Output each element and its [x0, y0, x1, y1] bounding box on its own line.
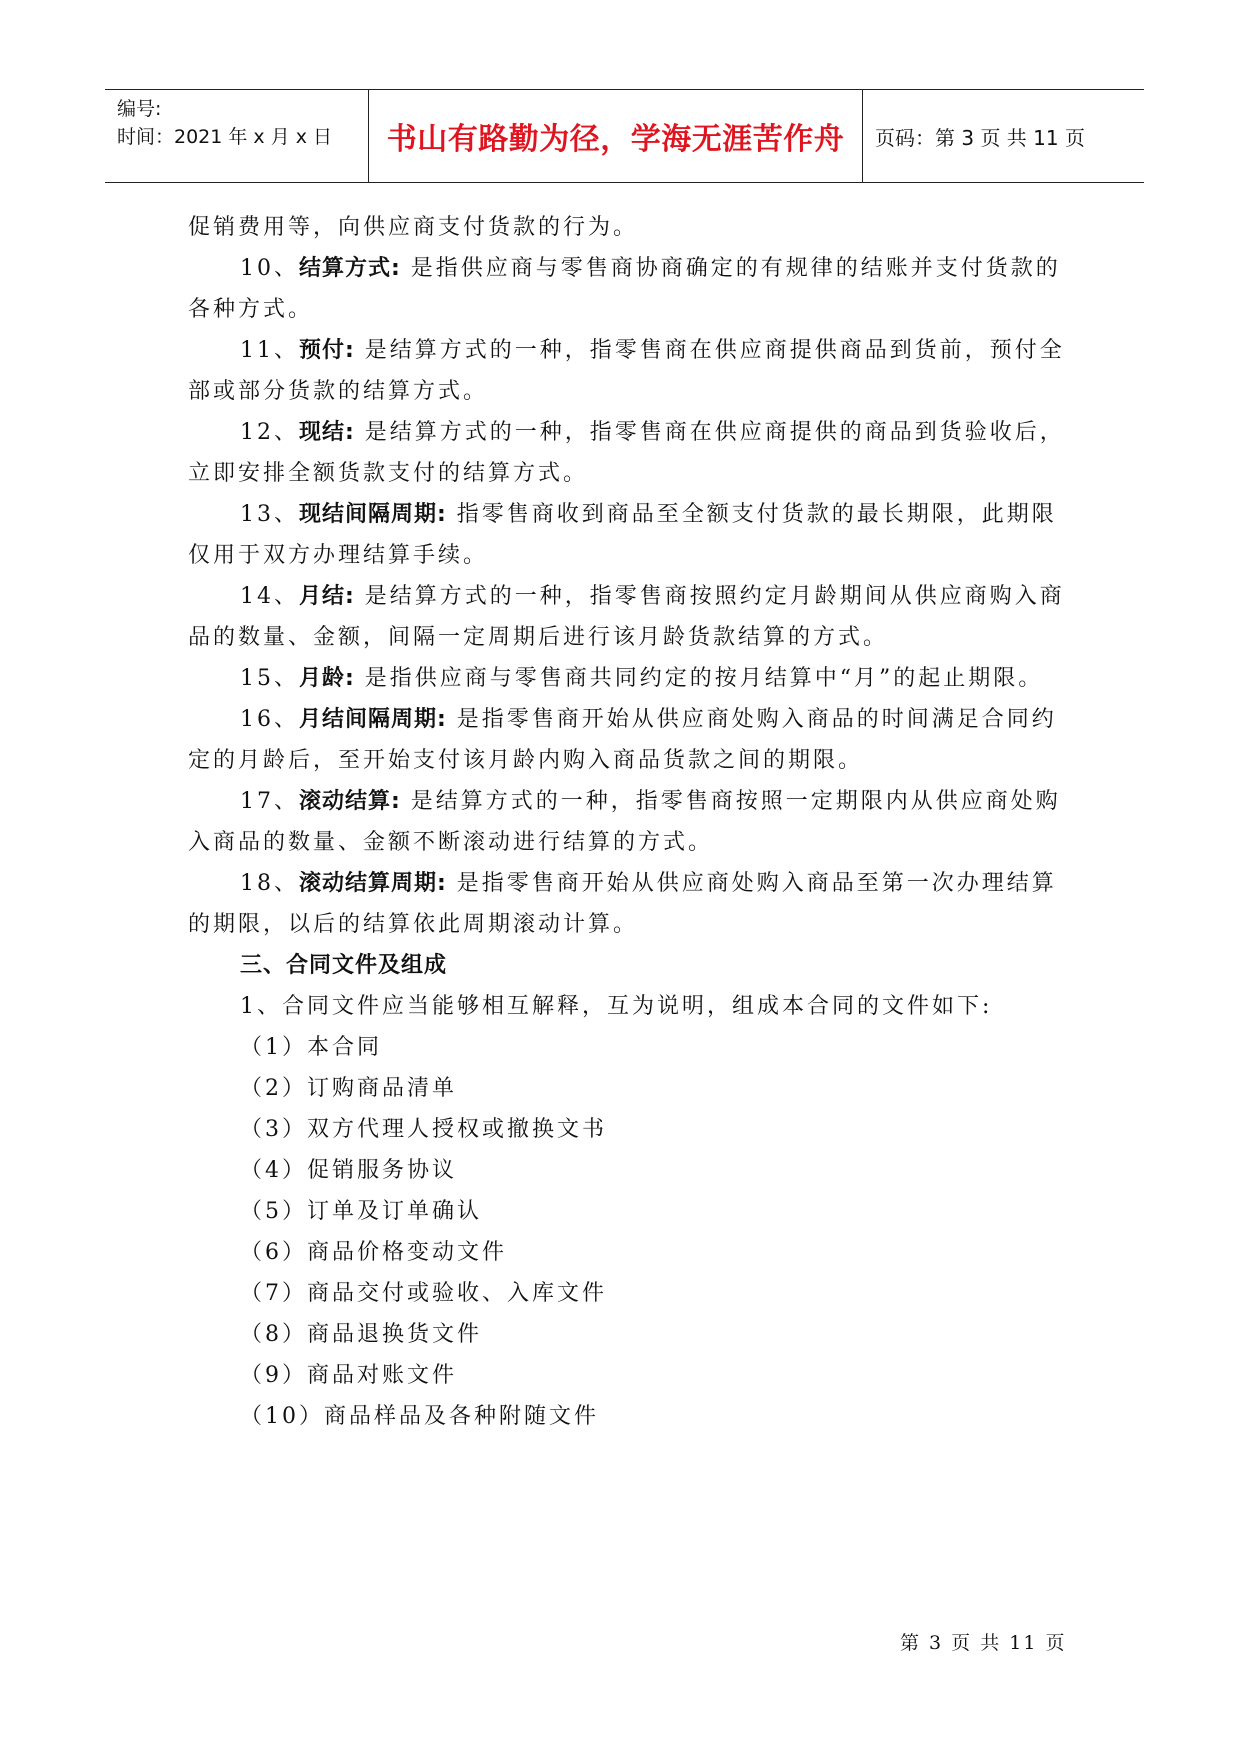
- section-heading: 三、合同文件及组成: [240, 953, 448, 978]
- paragraph-line: 促销费用等，向供应商支付货款的行为。: [188, 215, 639, 240]
- list-item: （10）商品样品及各种附随文件: [240, 1404, 599, 1429]
- term: 月龄:: [299, 666, 355, 691]
- term: 滚动结算:: [299, 789, 401, 814]
- paragraph-13: 13、现结间隔周期: 指零售商收到商品至全额支付货款的最长期限，此期限: [240, 502, 1057, 527]
- list-item: （8）商品退换货文件: [240, 1322, 482, 1347]
- list-item: （9）商品对账文件: [240, 1363, 457, 1388]
- paragraph-line: 的期限，以后的结算依此周期滚动计算。: [188, 912, 639, 937]
- term: 结算方式:: [299, 256, 401, 281]
- paragraph-line: 各种方式。: [188, 297, 314, 322]
- header-page-cell: [863, 90, 1144, 182]
- term: 现结:: [299, 420, 355, 445]
- paragraph-line: 入商品的数量、金额不断滚动进行结算的方式。: [188, 830, 714, 855]
- paragraph-14: 14、月结: 是结算方式的一种，指零售商按照约定月龄期间从供应商购入商: [240, 584, 1065, 609]
- paragraph-line: 立即安排全额货款支付的结算方式。: [188, 461, 589, 486]
- list-item: （6）商品价格变动文件: [240, 1240, 507, 1265]
- list-item: （5）订单及订单确认: [240, 1199, 482, 1224]
- term: 现结间隔周期:: [299, 502, 447, 527]
- paragraph-18: 18、滚动结算周期: 是指零售商开始从供应商处购入商品至第一次办理结算: [240, 871, 1057, 896]
- serial-label: 编号:: [117, 98, 162, 120]
- paragraph-line: 部或部分货款的结算方式。: [188, 379, 489, 404]
- page-header: [105, 89, 1144, 183]
- time-label: 时间：2021 年 x 月 x 日: [117, 126, 333, 148]
- paragraph-10: 10、结算方式: 是指供应商与零售商协商确定的有规律的结账并支付货款的: [240, 256, 1061, 281]
- list-item: （3）双方代理人授权或撤换文书: [240, 1117, 607, 1142]
- list-item: （7）商品交付或验收、入库文件: [240, 1281, 607, 1306]
- paragraph-16: 16、月结间隔周期: 是指零售商开始从供应商处购入商品的时间满足合同约: [240, 707, 1057, 732]
- paragraph-15: 15、月龄: 是指供应商与零售商共同约定的按月结算中“月”的起止期限。: [240, 666, 1044, 691]
- term: 滚动结算周期:: [299, 871, 447, 896]
- list-item: （1）本合同: [240, 1035, 382, 1060]
- paragraph-11: 11、预付: 是结算方式的一种，指零售商在供应商提供商品到货前，预付全: [240, 338, 1065, 363]
- page-footer: 第 3 页 共 11 页: [900, 1632, 1067, 1654]
- header-meta: [105, 90, 369, 182]
- paragraph-line: 品的数量、金额，间隔一定周期后进行该月龄货款结算的方式。: [188, 625, 889, 650]
- paragraph-line: 定的月龄后，至开始支付该月龄内购入商品货款之间的期限。: [188, 748, 864, 773]
- term: 预付:: [299, 338, 355, 363]
- paragraph-line: 仅用于双方办理结算手续。: [188, 543, 489, 568]
- paragraph-line: 1、合同文件应当能够相互解释，互为说明，组成本合同的文件如下:: [240, 994, 993, 1019]
- header-motto-cell: [369, 90, 863, 182]
- paragraph-17: 17、滚动结算: 是结算方式的一种，指零售商按照一定期限内从供应商处购: [240, 789, 1061, 814]
- list-item: （4）促销服务协议: [240, 1158, 457, 1183]
- page-label: 页码：第 3 页 共 11 页: [875, 125, 1085, 150]
- motto: 书山有路勤为径，学海无涯苦作舟: [386, 122, 845, 157]
- term: 月结间隔周期:: [299, 707, 447, 732]
- paragraph-12: 12、现结: 是结算方式的一种，指零售商在供应商提供的商品到货验收后，: [240, 420, 1065, 445]
- term: 月结:: [299, 584, 355, 609]
- list-item: （2）订购商品清单: [240, 1076, 457, 1101]
